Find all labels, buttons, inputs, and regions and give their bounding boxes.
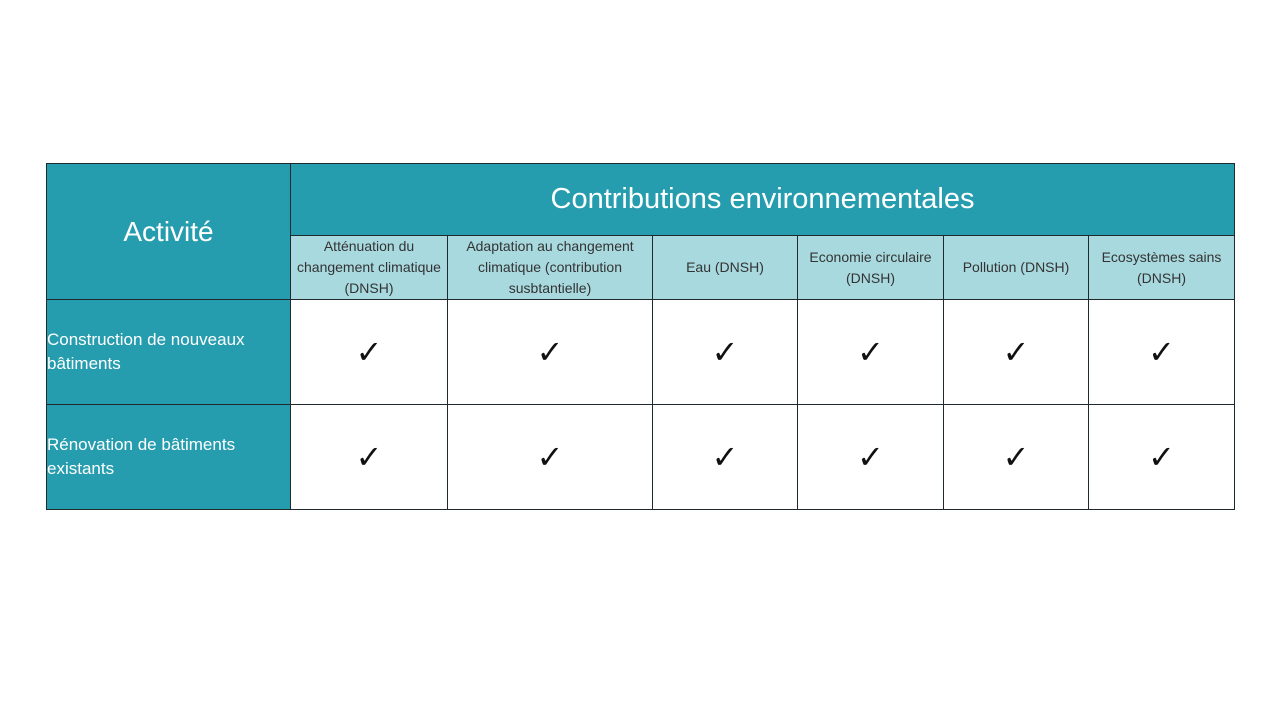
table-cell — [798, 405, 944, 510]
checkmark-icon: ✓ — [1002, 333, 1030, 371]
checkmark-icon: ✓ — [536, 333, 564, 371]
checkmark-icon: ✓ — [1002, 438, 1030, 476]
header-row-top — [47, 164, 1235, 236]
environmental-contributions-table — [46, 163, 1235, 510]
table-cell — [291, 300, 448, 405]
table-cell — [944, 405, 1089, 510]
table-row — [47, 405, 1235, 510]
table-cell — [653, 405, 798, 510]
checkmark-icon: ✓ — [355, 438, 383, 476]
row-label-renovation: Rénovation de bâtiments existants — [47, 405, 291, 510]
checkmark-icon: ✓ — [857, 333, 884, 371]
checkmark-icon: ✓ — [857, 438, 884, 476]
column-header-attenuation: Atténuation du changement climatique (DNSH) — [291, 236, 448, 300]
column-header-adaptation: Adaptation au changement climatique (contribution susbtantielle) — [448, 236, 653, 300]
table-cell — [798, 300, 944, 405]
table-cell — [448, 300, 653, 405]
activity-header: Activité — [47, 164, 291, 300]
column-header-pollution: Pollution (DNSH) — [944, 236, 1089, 300]
column-header-ecosystemes: Ecosystèmes sains (DNSH) — [1089, 236, 1235, 300]
table-cell — [291, 405, 448, 510]
table-row — [47, 300, 1235, 405]
table-cell — [1089, 405, 1235, 510]
checkmark-icon: ✓ — [711, 438, 739, 476]
checkmark-icon: ✓ — [355, 333, 383, 371]
table-cell — [1089, 300, 1235, 405]
checkmark-icon: ✓ — [536, 438, 564, 476]
contributions-header: Contributions environnementales — [291, 164, 1235, 236]
row-label-construction: Construction de nouveaux bâtiments — [47, 300, 291, 405]
table-cell — [944, 300, 1089, 405]
table-cell — [653, 300, 798, 405]
checkmark-icon: ✓ — [1148, 438, 1175, 476]
checkmark-icon: ✓ — [1148, 333, 1175, 371]
column-header-economie-circulaire: Economie circulaire (DNSH) — [798, 236, 944, 300]
table-cell — [448, 405, 653, 510]
column-header-eau: Eau (DNSH) — [653, 236, 798, 300]
checkmark-icon: ✓ — [711, 333, 739, 371]
